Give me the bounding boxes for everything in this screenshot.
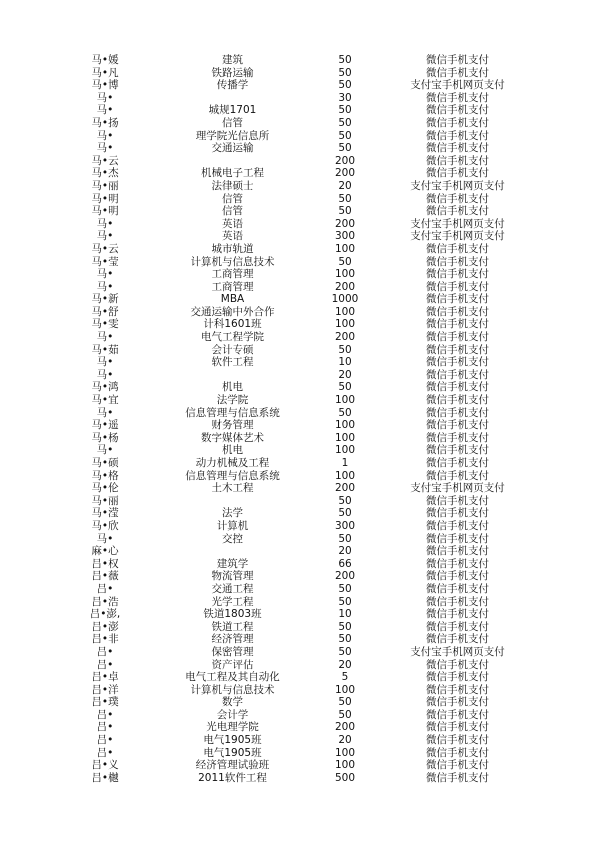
- donor-name-cell: 吕•: [96, 734, 114, 747]
- payment-method-cell: 微信手机支付: [426, 381, 489, 394]
- department-cell: 交通工程: [211, 582, 254, 595]
- table-row: [60, 432, 540, 445]
- payment-method-cell: 微信手机支付: [426, 318, 489, 331]
- department-cell: 电气1905班: [203, 734, 262, 747]
- amount-cell: 100: [334, 394, 356, 407]
- amount-cell: 50: [338, 381, 352, 394]
- amount-cell: 50: [338, 129, 352, 142]
- donor-name-cell: 马•遥: [91, 419, 119, 432]
- donor-name-cell: 马•舒: [91, 305, 119, 318]
- table-row: [60, 495, 540, 508]
- donor-name-cell: 吕•澎,: [89, 608, 121, 621]
- department-cell: 建筑学: [216, 557, 249, 570]
- table-row: [60, 293, 540, 306]
- department-cell: 理学院光信息所: [195, 129, 270, 142]
- department-cell: 会计学: [216, 708, 249, 721]
- donor-name-cell: 吕•: [96, 708, 114, 721]
- payment-method-cell: 微信手机支付: [426, 746, 489, 759]
- amount-cell: 50: [338, 708, 352, 721]
- amount-cell: 50: [338, 645, 352, 658]
- payment-method-cell: 微信手机支付: [426, 759, 489, 772]
- department-cell: 数字媒体艺术: [201, 431, 264, 444]
- amount-cell: 50: [338, 79, 352, 92]
- table-row: [60, 545, 540, 558]
- table-row: [60, 369, 540, 382]
- donor-name-cell: 马•: [96, 104, 114, 117]
- donor-name-cell: 马•: [96, 532, 114, 545]
- donor-name-cell: 吕•: [96, 582, 114, 595]
- amount-cell: 50: [338, 494, 352, 507]
- payment-method-cell: 微信手机支付: [426, 280, 489, 293]
- table-row: [60, 684, 540, 697]
- department-cell: 英语: [222, 217, 243, 230]
- table-row: [60, 142, 540, 155]
- department-cell: 数学: [222, 696, 243, 709]
- payment-method-cell: 微信手机支付: [426, 771, 489, 784]
- department-cell: 铁道工程: [211, 620, 254, 633]
- amount-cell: 50: [338, 696, 352, 709]
- table-row: [60, 671, 540, 684]
- amount-cell: 100: [334, 242, 356, 255]
- department-cell: 信管: [222, 116, 243, 129]
- department-cell: 动力机械及工程: [195, 457, 270, 469]
- department-cell: 城规1701: [208, 104, 257, 117]
- payment-method-cell: 微信手机支付: [426, 721, 489, 734]
- table-row: [60, 570, 540, 583]
- payment-method-cell: 微信手机支付: [426, 394, 489, 407]
- department-cell: 计科1601班: [203, 318, 262, 331]
- donor-name-cell: 马•: [96, 444, 114, 457]
- payment-method-cell: 支付宝手机网页支付: [410, 645, 505, 658]
- donor-name-cell: 吕•: [96, 746, 114, 759]
- amount-cell: 50: [338, 620, 352, 633]
- amount-cell: 100: [334, 683, 356, 696]
- payment-method-cell: 微信手机支付: [426, 419, 489, 432]
- payment-method-cell: 微信手机支付: [426, 129, 489, 142]
- amount-cell: 50: [338, 205, 352, 218]
- department-cell: 机电: [222, 444, 243, 457]
- donor-name-cell: 马•: [96, 142, 114, 155]
- donor-name-cell: 吕•樾: [91, 771, 119, 784]
- donor-name-cell: 马•茹: [91, 343, 119, 356]
- donor-name-cell: 马•伦: [91, 482, 119, 495]
- donor-name-cell: 马•莹: [91, 255, 119, 268]
- amount-cell: 100: [334, 746, 356, 759]
- table-row: [60, 331, 540, 344]
- table-body: [60, 54, 540, 784]
- payment-method-cell: 微信手机支付: [426, 658, 489, 671]
- table-row: [60, 507, 540, 520]
- table-row: [60, 621, 540, 634]
- department-cell: 信息管理与信息系统: [185, 469, 280, 482]
- table-row: [60, 520, 540, 533]
- department-cell: 经济管理试验班: [195, 759, 270, 772]
- donor-name-cell: 马•: [96, 368, 114, 381]
- department-cell: 资产评估: [211, 658, 254, 671]
- donor-name-cell: 马•丽: [91, 179, 119, 192]
- donor-name-cell: 吕•非: [91, 633, 119, 646]
- table-row: [60, 482, 540, 495]
- table-row: [60, 558, 540, 571]
- payment-method-cell: 微信手机支付: [426, 356, 489, 369]
- amount-cell: 1: [341, 457, 349, 469]
- donor-name-cell: 马•: [96, 331, 114, 344]
- department-cell: 信管: [222, 205, 243, 218]
- table-row: [60, 67, 540, 80]
- table-row: [60, 155, 540, 168]
- table-row: [60, 218, 540, 231]
- amount-cell: 50: [338, 104, 352, 117]
- amount-cell: 300: [334, 230, 356, 243]
- table-row: [60, 193, 540, 206]
- amount-cell: 50: [338, 142, 352, 155]
- table-row: [60, 583, 540, 596]
- table-row: [60, 230, 540, 243]
- donor-name-cell: 吕•薇: [91, 570, 119, 583]
- amount-cell: 50: [338, 633, 352, 646]
- payment-method-cell: 微信手机支付: [426, 507, 489, 520]
- department-cell: 电气1905班: [203, 746, 262, 759]
- payment-method-cell: 微信手机支付: [426, 696, 489, 709]
- department-cell: 2011软件工程: [198, 771, 267, 784]
- payment-method-cell: 微信手机支付: [426, 494, 489, 507]
- department-cell: 电气工程学院: [201, 331, 264, 344]
- table-row: [60, 608, 540, 621]
- payment-method-cell: 微信手机支付: [426, 595, 489, 608]
- donor-name-cell: 马•宜: [91, 394, 119, 407]
- payment-method-cell: 微信手机支付: [426, 205, 489, 218]
- payment-method-cell: 支付宝手机网页支付: [410, 230, 505, 243]
- payment-method-cell: 微信手机支付: [426, 293, 489, 306]
- donor-name-cell: 马•云: [91, 154, 119, 167]
- department-cell: 城市轨道: [211, 242, 254, 255]
- payment-method-cell: 支付宝手机网页支付: [410, 482, 505, 495]
- table-row: [60, 306, 540, 319]
- amount-cell: 20: [338, 658, 352, 671]
- payment-method-cell: 微信手机支付: [426, 532, 489, 545]
- department-cell: 交控: [222, 532, 243, 545]
- department-cell: 铁道1803班: [203, 608, 262, 621]
- amount-cell: 50: [338, 116, 352, 129]
- department-cell: [150, 155, 315, 168]
- amount-cell: 100: [334, 469, 356, 482]
- payment-method-cell: 微信手机支付: [426, 683, 489, 696]
- payment-method-cell: 微信手机支付: [426, 734, 489, 747]
- payment-method-cell: 微信手机支付: [426, 116, 489, 129]
- payment-method-cell: 微信手机支付: [426, 192, 489, 205]
- donor-name-cell: 马•欣: [91, 519, 119, 532]
- donor-name-cell: 马•: [96, 91, 114, 104]
- amount-cell: 50: [338, 343, 352, 356]
- amount-cell: 50: [338, 582, 352, 595]
- donor-name-cell: 吕•: [96, 721, 114, 734]
- donor-name-cell: 马•明: [91, 192, 119, 205]
- payment-method-cell: 微信手机支付: [426, 242, 489, 255]
- department-cell: MBA: [220, 293, 245, 306]
- department-cell: 光电理学院: [206, 721, 259, 734]
- donation-table: [60, 54, 540, 784]
- payment-method-cell: 微信手机支付: [426, 620, 489, 633]
- table-row: [60, 344, 540, 357]
- payment-method-cell: 支付宝手机网页支付: [410, 79, 505, 92]
- department-cell: 信息管理与信息系统: [185, 406, 280, 419]
- table-row: [60, 381, 540, 394]
- payment-method-cell: 支付宝手机网页支付: [410, 217, 505, 230]
- department-cell: 土木工程: [211, 482, 254, 495]
- department-cell: 计算机: [216, 519, 249, 532]
- donor-name-cell: 马•雯: [91, 318, 119, 331]
- table-row: [60, 533, 540, 546]
- table-row: [60, 633, 540, 646]
- department-cell: 保密管理: [211, 645, 254, 658]
- payment-method-cell: 微信手机支付: [426, 255, 489, 268]
- payment-method-cell: 微信手机支付: [426, 708, 489, 721]
- table-row: [60, 659, 540, 672]
- department-cell: 法学院: [216, 394, 249, 407]
- donor-name-cell: 马•硕: [91, 457, 119, 469]
- donor-name-cell: 马•: [96, 280, 114, 293]
- table-row: [60, 419, 540, 432]
- payment-method-cell: 微信手机支付: [426, 444, 489, 457]
- table-row: [60, 318, 540, 331]
- payment-method-cell: 微信手机支付: [426, 91, 489, 104]
- department-cell: 交通运输中外合作: [190, 305, 275, 318]
- donor-name-cell: 吕•义: [91, 759, 119, 772]
- amount-cell: 10: [338, 608, 352, 621]
- donor-name-cell: 马•丽: [91, 494, 119, 507]
- department-cell: 会计专硕: [211, 343, 254, 356]
- payment-method-cell: 微信手机支付: [426, 142, 489, 155]
- table-row: [60, 394, 540, 407]
- donor-name-cell: 吕•澎: [91, 620, 119, 633]
- amount-cell: 100: [334, 268, 356, 281]
- table-row: [60, 92, 540, 105]
- department-cell: 法律硕士: [211, 179, 254, 192]
- payment-method-cell: 微信手机支付: [426, 104, 489, 117]
- amount-cell: 50: [338, 595, 352, 608]
- payment-method-cell: 微信手机支付: [426, 519, 489, 532]
- amount-cell: 200: [334, 167, 356, 180]
- payment-method-cell: 支付宝手机网页支付: [410, 179, 505, 192]
- amount-cell: 100: [334, 444, 356, 457]
- table-row: [60, 457, 540, 470]
- amount-cell: 100: [334, 759, 356, 772]
- payment-method-cell: 微信手机支付: [426, 66, 489, 79]
- donor-name-cell: 吕•: [96, 658, 114, 671]
- donor-name-cell: 马•滢: [91, 507, 119, 520]
- department-cell: 计算机与信息技术: [190, 683, 275, 696]
- amount-cell: 100: [334, 431, 356, 444]
- donor-name-cell: 马•: [96, 268, 114, 281]
- donor-name-cell: 吕•权: [91, 557, 119, 570]
- donor-name-cell: 吕•: [96, 645, 114, 658]
- amount-cell: 200: [334, 154, 356, 167]
- amount-cell: 300: [334, 519, 356, 532]
- table-row: [60, 444, 540, 457]
- department-cell: 计算机与信息技术: [190, 255, 275, 268]
- donor-name-cell: 马•: [96, 217, 114, 230]
- donor-name-cell: 马•: [96, 230, 114, 243]
- payment-method-cell: 微信手机支付: [426, 608, 489, 621]
- donor-name-cell: 马•博: [91, 79, 119, 92]
- department-cell: 交通运输: [211, 142, 254, 155]
- table-row: [60, 167, 540, 180]
- donor-name-cell: 马•鸿: [91, 381, 119, 394]
- amount-cell: 200: [334, 482, 356, 495]
- amount-cell: 5: [341, 671, 349, 684]
- payment-method-cell: 微信手机支付: [426, 545, 489, 558]
- table-row: [60, 646, 540, 659]
- table-row: [60, 721, 540, 734]
- department-cell: 建筑: [222, 54, 243, 66]
- amount-cell: 30: [338, 91, 352, 104]
- department-cell: 机械电子工程: [201, 167, 264, 180]
- amount-cell: 50: [338, 66, 352, 79]
- amount-cell: 20: [338, 368, 352, 381]
- amount-cell: 1000: [331, 293, 359, 306]
- payment-method-cell: 微信手机支付: [426, 368, 489, 381]
- department-cell: 法学: [222, 507, 243, 520]
- amount-cell: 50: [338, 54, 352, 66]
- table-row: [60, 596, 540, 609]
- donor-name-cell: 马•格: [91, 469, 119, 482]
- donor-name-cell: 马•云: [91, 242, 119, 255]
- table-row: [60, 281, 540, 294]
- payment-method-cell: 微信手机支付: [426, 54, 489, 66]
- table-row: [60, 759, 540, 772]
- payment-method-cell: 微信手机支付: [426, 469, 489, 482]
- amount-cell: 20: [338, 734, 352, 747]
- department-cell: 工商管理: [211, 268, 254, 281]
- table-row: [60, 772, 540, 785]
- department-cell: [150, 369, 315, 382]
- table-row: [60, 79, 540, 92]
- amount-cell: 66: [338, 557, 352, 570]
- table-row: [60, 130, 540, 143]
- amount-cell: 200: [334, 217, 356, 230]
- amount-cell: 50: [338, 507, 352, 520]
- department-cell: 财务管理: [211, 419, 254, 432]
- payment-method-cell: 微信手机支付: [426, 582, 489, 595]
- donor-name-cell: 马•凡: [91, 66, 119, 79]
- department-cell: 英语: [222, 230, 243, 243]
- amount-cell: 20: [338, 545, 352, 558]
- table-row: [60, 104, 540, 117]
- amount-cell: 200: [334, 721, 356, 734]
- payment-method-cell: 微信手机支付: [426, 331, 489, 344]
- donor-name-cell: 吕•洋: [91, 683, 119, 696]
- donor-name-cell: 吕•璞: [91, 696, 119, 709]
- department-cell: 机电: [222, 381, 243, 394]
- payment-method-cell: 微信手机支付: [426, 406, 489, 419]
- table-row: [60, 268, 540, 281]
- table-row: [60, 180, 540, 193]
- amount-cell: 200: [334, 570, 356, 583]
- donor-name-cell: 马•媛: [91, 54, 119, 66]
- department-cell: 软件工程: [211, 356, 254, 369]
- payment-method-cell: 微信手机支付: [426, 570, 489, 583]
- department-cell: 经济管理: [211, 633, 254, 646]
- department-cell: 电气工程及其自动化: [185, 671, 280, 684]
- donor-name-cell: 马•新: [91, 293, 119, 306]
- donor-name-cell: 马•: [96, 406, 114, 419]
- amount-cell: 50: [338, 255, 352, 268]
- table-row: [60, 696, 540, 709]
- table-row: [60, 243, 540, 256]
- department-cell: 铁路运输: [211, 66, 254, 79]
- department-cell: 光学工程: [211, 595, 254, 608]
- amount-cell: 50: [338, 532, 352, 545]
- table-row: [60, 205, 540, 218]
- department-cell: 传播学: [216, 79, 249, 92]
- department-cell: [150, 495, 315, 508]
- table-row: [60, 747, 540, 760]
- amount-cell: 100: [334, 318, 356, 331]
- payment-method-cell: 微信手机支付: [426, 457, 489, 469]
- department-cell: 信管: [222, 192, 243, 205]
- department-cell: 工商管理: [211, 280, 254, 293]
- donor-name-cell: 马•: [96, 129, 114, 142]
- donor-name-cell: 麻•心: [91, 545, 119, 558]
- department-cell: [150, 92, 315, 105]
- payment-method-cell: 微信手机支付: [426, 305, 489, 318]
- department-cell: 物流管理: [211, 570, 254, 583]
- amount-cell: 500: [334, 771, 356, 784]
- donor-name-cell: 马•杨: [91, 431, 119, 444]
- amount-cell: 50: [338, 192, 352, 205]
- table-row: [60, 470, 540, 483]
- amount-cell: 100: [334, 419, 356, 432]
- payment-method-cell: 微信手机支付: [426, 633, 489, 646]
- amount-cell: 200: [334, 280, 356, 293]
- table-row: [60, 256, 540, 269]
- amount-cell: 10: [338, 356, 352, 369]
- donor-name-cell: 马•扬: [91, 116, 119, 129]
- table-row: [60, 117, 540, 130]
- donor-name-cell: 马•: [96, 356, 114, 369]
- payment-method-cell: 微信手机支付: [426, 154, 489, 167]
- table-row: [60, 709, 540, 722]
- table-row: [60, 356, 540, 369]
- table-row: [60, 407, 540, 420]
- donor-name-cell: 吕•卓: [91, 671, 119, 684]
- donor-name-cell: 马•杰: [91, 167, 119, 180]
- amount-cell: 100: [334, 305, 356, 318]
- payment-method-cell: 微信手机支付: [426, 343, 489, 356]
- donor-name-cell: 吕•浩: [91, 595, 119, 608]
- payment-method-cell: 微信手机支付: [426, 557, 489, 570]
- donor-name-cell: 马•明: [91, 205, 119, 218]
- table-row: [60, 734, 540, 747]
- payment-method-cell: 微信手机支付: [426, 671, 489, 684]
- amount-cell: 200: [334, 331, 356, 344]
- amount-cell: 50: [338, 406, 352, 419]
- payment-method-cell: 微信手机支付: [426, 268, 489, 281]
- amount-cell: 20: [338, 179, 352, 192]
- department-cell: [150, 545, 315, 558]
- payment-method-cell: 微信手机支付: [426, 167, 489, 180]
- payment-method-cell: 微信手机支付: [426, 431, 489, 444]
- table-row: [60, 54, 540, 67]
